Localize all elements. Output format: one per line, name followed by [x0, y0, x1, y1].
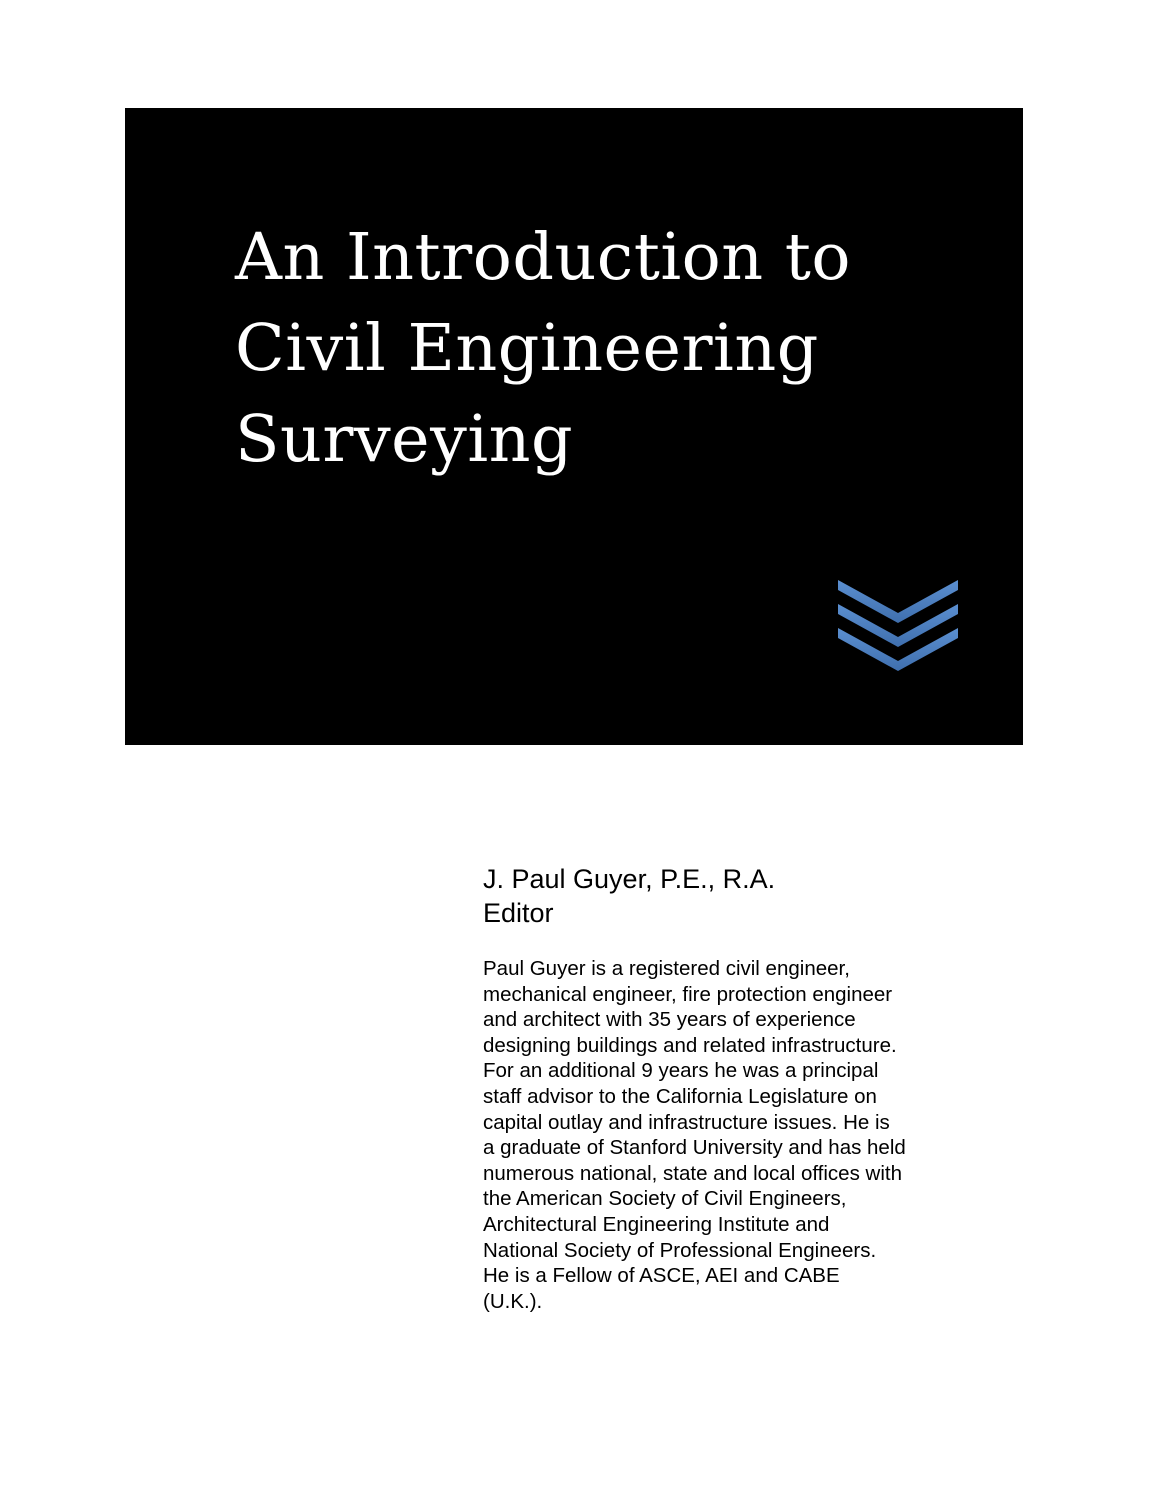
bio-line: For an additional 9 years he was a principal [483, 1059, 879, 1083]
bio-line: a graduate of Stanford University and has held [483, 1136, 906, 1160]
bio-line: mechanical engineer, fire protection engineer [483, 982, 893, 1006]
book-title-line-3: Surveying [235, 402, 574, 477]
author-role: Editor [483, 898, 554, 928]
bio-line: Architectural Engineering Institute and [483, 1212, 830, 1236]
bio-line: He is a Fellow of ASCE, AEI and CABE [483, 1264, 840, 1288]
bio-line: and architect with 35 years of experience [483, 1008, 856, 1032]
author-section [483, 862, 1003, 1314]
bio-line: (U.K.). [483, 1289, 543, 1313]
book-title [235, 212, 995, 485]
author-bio [483, 956, 1003, 1314]
cover-title-panel [125, 108, 1023, 745]
bio-line: numerous national, state and local offices with [483, 1161, 902, 1185]
bio-line: designing buildings and related infrastructure. [483, 1033, 897, 1057]
bio-line: National Society of Professional Engineers. [483, 1238, 877, 1262]
triple-chevron-down-icon [838, 580, 958, 680]
author-name: J. Paul Guyer, P.E., R.A. [483, 864, 776, 894]
bio-line: staff advisor to the California Legislature on [483, 1084, 877, 1108]
bio-line: the American Society of Civil Engineers, [483, 1187, 847, 1211]
bio-line: capital outlay and infrastructure issues. He is [483, 1110, 890, 1134]
bio-line: Paul Guyer is a registered civil engineer, [483, 957, 850, 980]
book-title-line-1: An Introduction to [235, 220, 852, 295]
book-title-line-2: Civil Engineering [235, 311, 819, 386]
